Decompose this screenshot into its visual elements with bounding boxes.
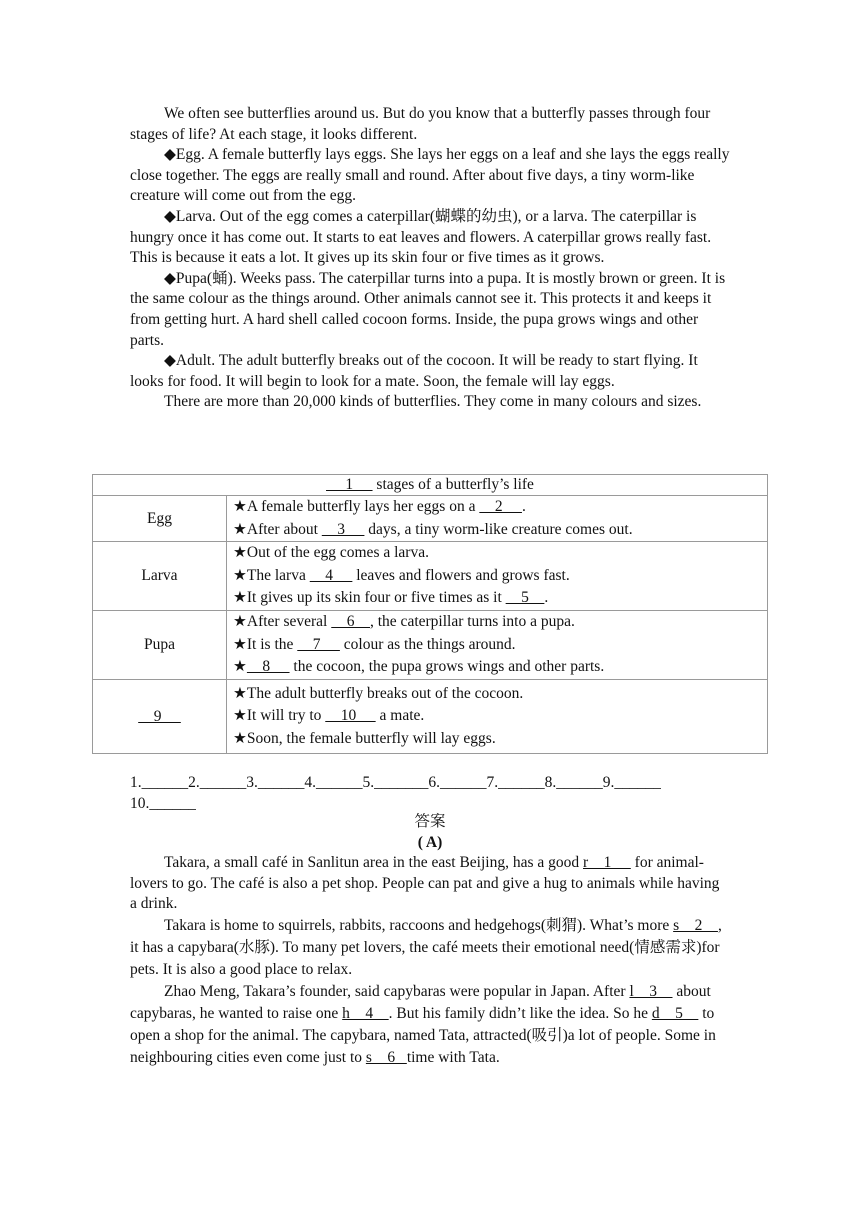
life-stages-table xyxy=(92,474,768,754)
section-label: ( A) xyxy=(417,833,443,851)
answer-blanks xyxy=(130,772,750,814)
stage-cell xyxy=(93,680,227,754)
table-row xyxy=(93,680,768,754)
table-row xyxy=(93,611,768,680)
table-title-text: stages of a butterfly’s life xyxy=(372,476,534,493)
detail-text: the cocoon, the pupa grows wings and other parts. xyxy=(289,658,605,676)
detail-line xyxy=(233,683,767,706)
blank-5: 5 xyxy=(505,589,545,607)
detail-text: ★After about xyxy=(233,520,322,538)
detail-text: ★ xyxy=(233,658,247,676)
detail-line xyxy=(233,587,767,610)
cafe-blank-5: d 5 xyxy=(651,1004,699,1022)
detail-text: colour as the things around. xyxy=(339,635,516,653)
blank-1: 1 xyxy=(326,476,373,493)
detail-text: days, a tiny worm-like creature comes out. xyxy=(364,520,633,538)
detail-text: a mate. xyxy=(375,707,425,725)
paragraph-text: Zhao Meng, Takara’s founder, said capybaras were popular in Japan. After xyxy=(164,982,630,1000)
reading-passage xyxy=(130,104,730,413)
stage-label: Egg xyxy=(147,509,172,527)
table-row xyxy=(93,496,768,542)
cafe-blank-3: l 3 xyxy=(629,982,673,1000)
table-header-row xyxy=(93,475,768,496)
cafe-paragraph-1 xyxy=(130,853,730,915)
cafe-paragraph-3 xyxy=(130,981,730,1069)
detail-line xyxy=(233,728,767,751)
blank-6: 6 xyxy=(331,613,370,631)
detail-text: ★It gives up its skin four or five times as it xyxy=(233,589,506,607)
blank-4: 4 xyxy=(309,566,353,584)
answer-section xyxy=(130,812,730,1069)
paragraph-text: about capybaras, he wanted to raise one xyxy=(130,982,711,1022)
detail-text: , the caterpillar turns into a pupa. xyxy=(370,613,575,631)
detail-line xyxy=(233,565,767,588)
paragraph-text: for animal-lovers to go. The café is also a pet shop. People can pat and give a hug to animals while having a drink. xyxy=(130,854,720,913)
blank-7: 7 xyxy=(297,635,340,653)
detail-text: ★It will try to xyxy=(233,707,326,725)
detail-line xyxy=(233,496,767,519)
cafe-blank-4: h 4 xyxy=(342,1004,389,1022)
stage-cell xyxy=(93,611,227,680)
cafe-paragraph-2 xyxy=(130,915,730,981)
detail-text: . xyxy=(544,589,549,607)
details-cell xyxy=(227,542,768,611)
table-row xyxy=(93,542,768,611)
cafe-blank-2: s 2 xyxy=(673,916,718,934)
passage-egg: ◆Egg. A female butterfly lays eggs. She lays her eggs on a leaf and she lays the eggs really close together. The eggs are really small and round. After about five days, a tiny worm-like creature will come out from the egg. xyxy=(130,146,730,205)
answer-line-2: 10.______ xyxy=(130,795,196,812)
detail-line xyxy=(233,656,767,679)
detail-line xyxy=(233,611,767,634)
answers-heading: 答案 xyxy=(414,813,446,830)
detail-text: ★Out of the egg comes a larva. xyxy=(233,544,429,562)
stage-label: Pupa xyxy=(144,636,175,653)
paragraph-text: Takara is home to squirrels, rabbits, raccoons and hedgehogs(刺猬). What’s more xyxy=(164,916,674,934)
detail-line xyxy=(233,705,767,728)
stage-cell xyxy=(93,542,227,611)
answer-line-1: 1.______2.______3.______4.______5._______6.______7.______8.______9.______ xyxy=(130,774,661,791)
blank-3: 3 xyxy=(321,520,365,538)
detail-text: ★The larva xyxy=(233,566,310,584)
blank-8: 8 xyxy=(246,658,290,676)
paragraph-text: , it has a capybara(水豚). To many pet lovers, the café meets their emotional need(情感需求)for pets. It is also a good place to relax. xyxy=(130,916,722,978)
detail-text: ★After several xyxy=(233,613,332,631)
detail-line xyxy=(233,542,767,565)
passage-adult: ◆Adult. The adult butterfly breaks out of the cocoon. It will be ready to start flying. It looks for food. It will begin to look for a mate. Soon, the female will lay eggs. xyxy=(130,352,698,390)
detail-text: . xyxy=(521,498,526,515)
blank-2: 2 xyxy=(479,498,522,515)
passage-pupa: ◆Pupa(蛹). Weeks pass. The caterpillar turns into a pupa. It is mostly brown or green. It is the same colour as the things around. Other animals cannot see it. This protects it and keeps it from getting hurt. A hard shell called cocoon forms. Inside, the pupa grows wings and other parts. xyxy=(130,269,726,349)
passage-larva: ◆Larva. Out of the egg comes a caterpillar(蝴蝶的幼虫), or a larva. The caterpillar is hungry once it has come out. It starts to eat leaves and flowers. A caterpillar grows really fast. This is because it eats a lot. It gives up its skin four or five times as it grows. xyxy=(130,207,712,267)
cafe-blank-1: r 1 xyxy=(583,854,631,872)
detail-text: ★It is the xyxy=(233,635,298,653)
paragraph-text: to open a shop for the animal. The capybara, named Tata, attracted(吸引)a lot of people. Some in neighbouring cities even come just to xyxy=(130,1004,716,1066)
detail-text: ★Soon, the female butterfly will lay eggs. xyxy=(233,729,496,747)
paragraph-text: . But his family didn’t like the idea. So he xyxy=(388,1004,652,1022)
table-title xyxy=(93,475,768,496)
stage-cell xyxy=(93,496,227,542)
details-cell xyxy=(227,496,768,542)
passage-closing: There are more than 20,000 kinds of butterflies. They come in many colours and sizes. xyxy=(164,393,702,411)
blank-10: 10 xyxy=(325,707,376,725)
paragraph-text: Takara, a small café in Sanlitun area in the east Beijing, has a good xyxy=(164,854,583,872)
paragraph-text: time with Tata. xyxy=(406,1048,500,1066)
cafe-blank-6: s 6 xyxy=(365,1048,407,1066)
details-cell xyxy=(227,680,768,754)
detail-line xyxy=(233,634,767,657)
detail-text: ★A female butterfly lays her eggs on a xyxy=(233,498,480,515)
passage-intro: We often see butterflies around us. But do you know that a butterfly passes through four stages of life? At each stage, it looks different. xyxy=(130,105,711,143)
detail-text: leaves and flowers and grows fast. xyxy=(352,566,570,584)
details-cell xyxy=(227,611,768,680)
detail-text: ★The adult butterfly breaks out of the cocoon. xyxy=(233,684,524,702)
stage-label: Larva xyxy=(141,567,178,584)
detail-line xyxy=(233,519,767,542)
blank-9: 9 xyxy=(138,707,181,725)
